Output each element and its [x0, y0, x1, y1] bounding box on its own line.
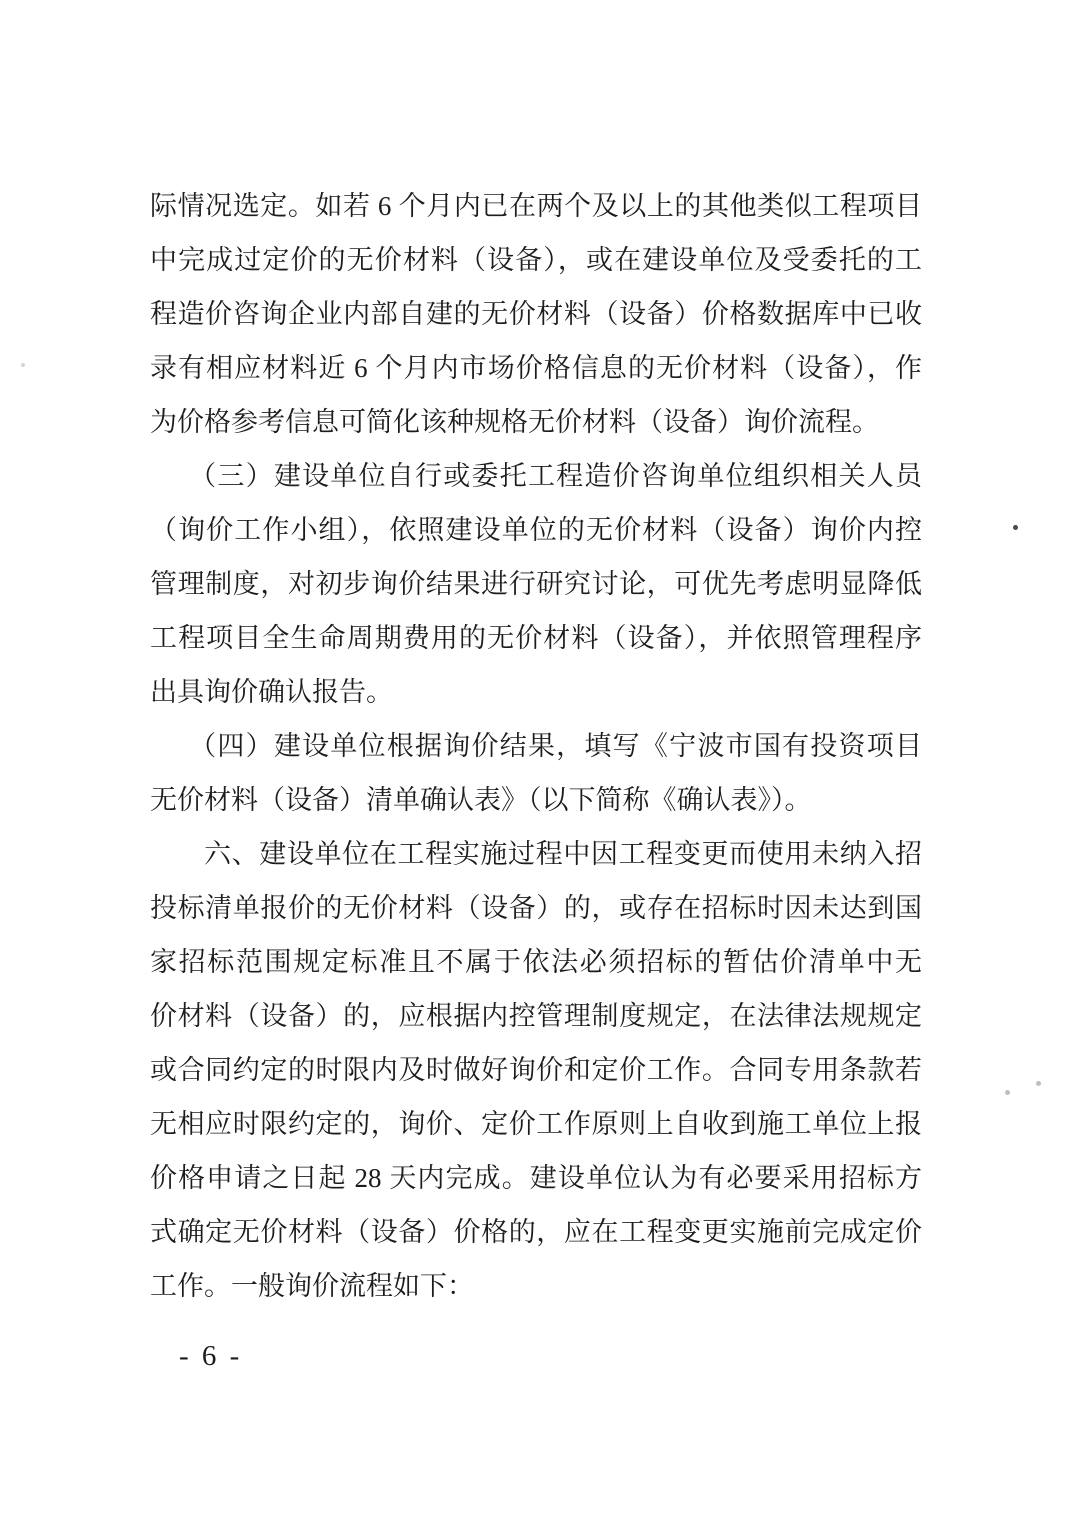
text-line: 出具询价确认报告。 [150, 677, 393, 707]
text-line: 六、建设单位在工程实施过程中因工程变更而使用未纳入招 [204, 839, 922, 869]
paragraph-continuation [150, 179, 922, 449]
text-line: 式确定无价材料（设备）价格的，应在工程变更实施前完成定价 [150, 1217, 922, 1247]
text-line: （三）建设单位自行或委托工程造价咨询单位组织相关人员 [189, 461, 922, 491]
text-line: 录有相应材料近 6 个月内市场价格信息的无价材料（设备），作 [150, 353, 922, 383]
text-line: 投标清单报价的无价材料（设备）的，或存在招标时因未达到国 [150, 893, 922, 923]
text-line: 工程项目全生命周期费用的无价材料（设备），并依照管理程序 [150, 623, 922, 653]
scan-speck [1036, 1081, 1041, 1086]
text-line: 工作。一般询价流程如下： [150, 1271, 474, 1301]
text-line: 价格申请之日起 28 天内完成。建设单位认为有必要采用招标方 [150, 1163, 922, 1193]
text-line: 价材料（设备）的，应根据内控管理制度规定，在法律法规规定 [150, 1001, 922, 1031]
document-body [150, 179, 922, 1313]
text-line: 际情况选定。如若 6 个月内已在两个及以上的其他类似工程项目 [150, 191, 922, 221]
scan-speck [21, 363, 25, 367]
text-line: 为价格参考信息可简化该种规格无价材料（设备）询价流程。 [150, 407, 879, 437]
text-line: 无价材料（设备）清单确认表》（以下简称《确认表》）。 [150, 785, 812, 815]
paragraph-item-4 [150, 719, 922, 827]
paragraph-item-6 [150, 827, 922, 1313]
text-line: 中完成过定价的无价材料（设备），或在建设单位及受委托的工 [150, 245, 922, 275]
text-line: 无相应时限约定的，询价、定价工作原则上自收到施工单位上报 [150, 1109, 922, 1139]
text-line: 或合同约定的时限内及时做好询价和定价工作。合同专用条款若 [150, 1055, 922, 1085]
scan-speck [1013, 525, 1018, 530]
text-line: 家招标范围规定标准且不属于依法必须招标的暂估价清单中无 [150, 947, 922, 977]
scan-speck [1005, 1090, 1010, 1095]
text-line: 程造价咨询企业内部自建的无价材料（设备）价格数据库中已收 [150, 299, 922, 329]
text-line: 管理制度，对初步询价结果进行研究讨论，可优先考虑明显降低 [150, 569, 922, 599]
text-line: （四）建设单位根据询价结果，填写《宁波市国有投资项目 [189, 731, 922, 761]
page-number: - 6 - [179, 1340, 243, 1372]
paragraph-item-3 [150, 449, 922, 719]
text-line: （询价工作小组），依照建设单位的无价材料（设备）询价内控 [150, 515, 922, 545]
